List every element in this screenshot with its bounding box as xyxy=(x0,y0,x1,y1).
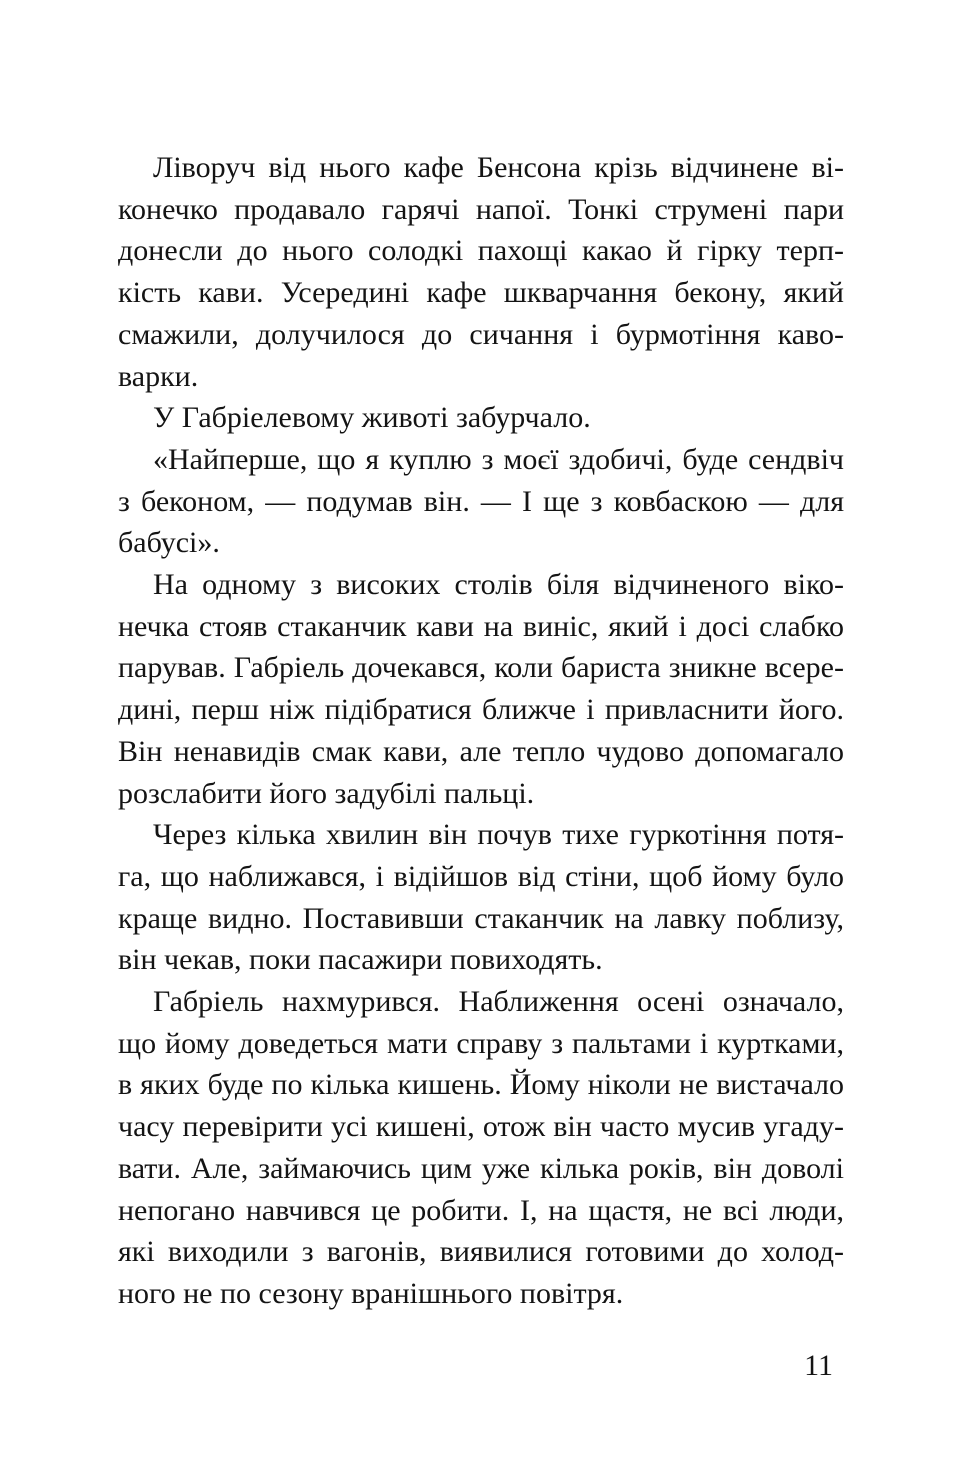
paragraph xyxy=(118,397,844,439)
paragraph xyxy=(118,814,844,981)
text-line: він чекав, поки пасажири повиходять. xyxy=(118,943,603,977)
paragraph xyxy=(118,439,844,564)
text-line: Габріель нахмурився. Наближення осені означало, xyxy=(153,985,844,1019)
text-line: смажили, долучилося до сичання і бурмотіння каво- xyxy=(118,317,844,351)
text-line: га, що наближався, і відійшов від стіни, щоб йому було xyxy=(118,859,844,893)
text-line: нечка стояв стаканчик кави на виніс, який і досі слабко xyxy=(118,609,844,643)
text-line: краще видно. Поставивши стаканчик на лавку поблизу, xyxy=(118,901,844,935)
text-line: в яких буде по кілька кишень. Йому ніколи не вистачало xyxy=(118,1068,844,1102)
text-line: з беконом, — подумав він. — І ще з ковбаскою — для xyxy=(118,484,844,518)
text-line: розслабити його задубілі пальці. xyxy=(118,776,535,810)
text-line: парував. Габріель дочекався, коли бариста зникне всере- xyxy=(118,651,844,685)
text-line: що йому доведеться мати справу з пальтами і куртками, xyxy=(118,1026,844,1060)
text-line: які виходили з вагонів, виявилися готовими до холод- xyxy=(118,1235,844,1269)
paragraph xyxy=(118,147,844,397)
text-line: Через кілька хвилин він почув тихе гуркотіння потя- xyxy=(153,818,844,852)
text-line: варки. xyxy=(118,359,199,393)
text-line: конечко продавало гарячі напої. Тонкі струмені пари xyxy=(118,192,844,226)
text-line: ного не по сезону вранішнього повітря. xyxy=(118,1276,624,1310)
text-line: дині, перш ніж підібратися ближче і привласнити його. xyxy=(118,693,844,727)
text-line: «Найперше, що я куплю з моєї здобичі, буде сендвіч xyxy=(153,442,844,476)
text-block xyxy=(118,147,844,1315)
page-number: 11 xyxy=(804,1349,833,1382)
text-line: Ліворуч від нього кафе Бенсона крізь відчинене ві- xyxy=(153,151,844,184)
text-line: У Габріелевому животі забурчало. xyxy=(153,401,591,435)
text-line: донесли до нього солодкі пахощі какао й гірку терп- xyxy=(118,234,844,268)
text-line: Він ненавидів смак кави, але тепло чудово допомагало xyxy=(118,734,844,768)
paragraph xyxy=(118,564,844,814)
text-line: бабусі». xyxy=(118,526,220,560)
text-line: часу перевірити усі кишені, отож він часто мусив угаду- xyxy=(118,1110,844,1144)
text-line: На одному з високих столів біля відчиненого віко- xyxy=(153,568,844,602)
text-line: непогано навчився це робити. І, на щастя, не всі люди, xyxy=(118,1193,844,1227)
text-line: кість кави. Усередині кафе шкварчання бекону, який xyxy=(118,276,844,310)
paragraph xyxy=(118,981,844,1315)
text-line: вати. Але, займаючись цим уже кілька років, він доволі xyxy=(118,1151,844,1185)
